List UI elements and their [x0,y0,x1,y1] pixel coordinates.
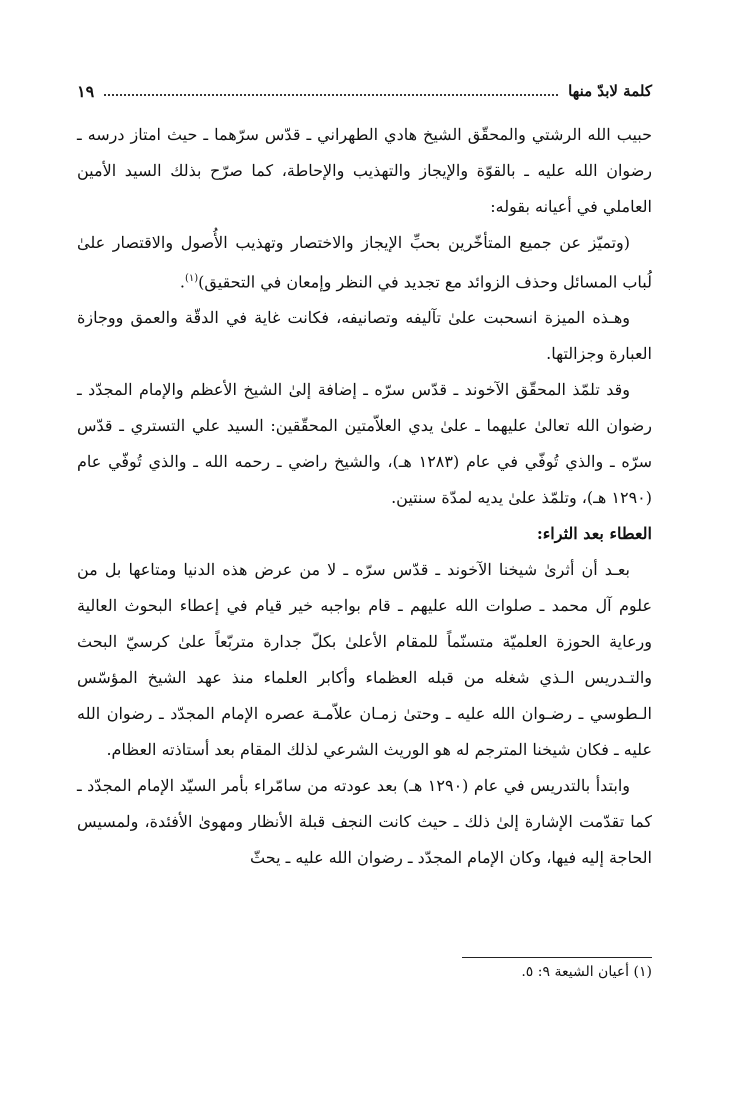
paragraph-4: وقد تلمّذ المحقّق الآخوند ـ قدّس سرّه ـ إضافة إلىٰ الشيخ الأعظم والإمام المجدّد ـ رضوان الله تعالىٰ عليهما ـ علىٰ يدي العلاّمتين المحقّقين: السيد علي التستري ـ قدّس سرّه ـ والذي تُوفّي في عام (١٢٨٣ هـ)، والشيخ راضي ـ رحمه الله ـ والذي تُوفّي عام (١٢٩٠ هـ)، وتلمّذ علىٰ يديه لمدّة سنتين. [77,380,653,508]
footnote-separator [462,957,652,958]
paragraph-3: وهـذه الميزة انسحبت علىٰ تآليفه وتصانيفه، فكانت غاية في الدقّة والعمق ووجازة العبارة وجزالتها. [77,308,652,364]
paragraph-1: حبيب الله الرشتي والمحقّق الشيخ هادي الطهراني ـ قدّس سرّهما ـ حيث امتاز درسه ـ رضوان الله عليه ـ بالقوّة والإيجاز والتهذيب والإحاطة، كما صرّح بذلك السيد الأمين العاملي في أعيانه بقوله: [77,125,652,216]
running-header [77,78,652,104]
quote-paragraph: (وتميّز عن جميع المتأخّرين بحبِّ الإيجاز والاختصار وتهذيب الأُصول والاقتصار علىٰ لُباب المسائل وحذف الزوائد مع تجديد في النظر وإمعان في التحقيق)$^{(١)}$. [77,233,652,292]
section-heading: العطاء بعد الثراء: [536,524,652,544]
footnote-reference: (١) [184,273,199,284]
paragraph-6: وابتدأ بالتدريس في عام (١٢٩٠ هـ) بعد عودته من سامّراء بأمر السيّد الإمام المجدّد ـ كما تقدّمت الإشارة إلىٰ ذلك ـ حيث كانت النجف قبلة الأنظار ومهوىٰ الأفئدة، ولمسيس الحاجة إليه فيها، وكان الإمام المجدّد ـ رضوان الله عليه ـ يحثّ [77,776,652,868]
header-dotted-leader [104,86,558,96]
page-body [77,117,652,876]
page-number: ١٩ [77,81,95,101]
running-header-title: كلمة لابدّ منها [568,82,652,100]
footnote: (١) أعيان الشيعة ٩: ٥. [521,964,652,980]
paragraph-5: بعـد أن أثرىٰ شيخنا الآخوند ـ قدّس سرّه ـ لا من عرض هذه الدنيا ومتاعها بل من علوم آل محمد ـ صلوات الله عليهم ـ قام بواجبه خير قيام في إعطاء البحوث العالية ورعاية الحوزة العلميّة متسنّماً للمقام الأعلىٰ بكلّ جدارة متربّعاً علىٰ كرسيّ البحث والتـدريس الـذي شغله من قبله العظماء وأكابر العلماء منذ عهد الشيخ المؤسّس الـطوسي ـ رضـوان الله عليه ـ وحتىٰ زمـان علاّمـة عصره الإمام المجدّد ـ رضوان الله عليه ـ فكان شيخنا المترجم له هو الوريث الشرعي لذلك المقام بعد أستاذته العظام. [77,560,652,760]
quote-text: (وتميّز عن جميع المتأخّرين بحبِّ الإيجاز والاختصار وتهذيب الأُصول والاقتصار علىٰ لُباب المسائل وحذف الزوائد مع تجديد في النظر وإمعان في التحقيق) [77,233,652,292]
